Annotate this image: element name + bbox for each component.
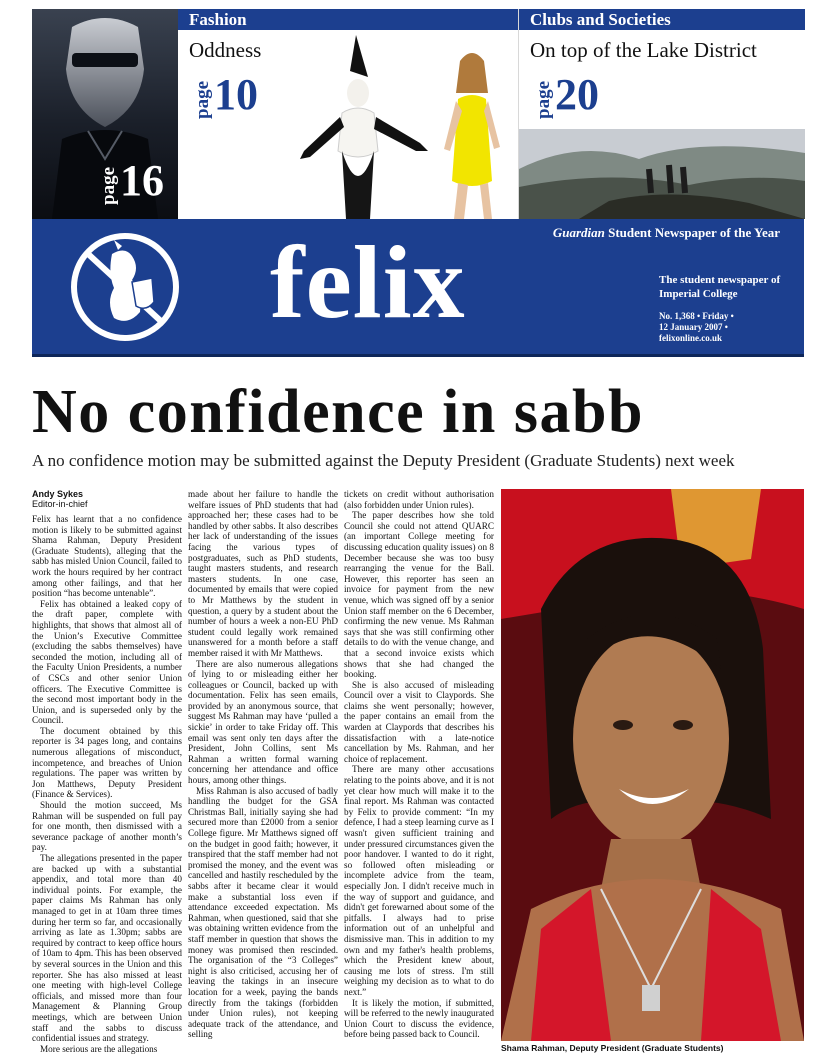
paragraph: There are many other accusations relating to the points above, and it is not yet clear how much will make it to the final report. Ms Rahman was contacted by Felix to provide comment: “In my defence, I had a steep learning curve as I wasn't given sufficient training and under pressured circumstances given the poor handover. I wanted to do it right, so followed often misleading or incomplete advice from the team, especially Jon. I didn't receive much in the way of support and guidance, and didn't get forewarned about some of the pitfalls. I always had to prise information out of an unhelpful and dismissive man. This in addition to my own and my father's health problems, which the President knew about, causing me lots of stress. I'm still weighing my decision as to what to do next.” — [344, 764, 494, 997]
paragraph: made about her failure to handle the welfare issues of PhD students that had approached her; these cases had to be handled by other sabbs. It also describes her lack of understanding of the issues facing the various types of postgraduates, such as PhD students, taught masters students, and research masters students. In one case, documented by emails that were copied to Mr Matthews by the student in question, a query by a student about the number of hours a week a non-EU PhD student could legally work remained unanswered for a month before a staff member raised it with Mr Matthews. — [188, 489, 338, 658]
byline — [32, 489, 182, 509]
page-word: page — [98, 167, 119, 205]
portrait-photo — [501, 489, 804, 1041]
paragraph: More serious are the allegations — [40, 1043, 158, 1054]
award-rest: Student Newspaper of the Year — [604, 225, 780, 240]
article-column-1 — [32, 514, 182, 1055]
award-line — [553, 225, 780, 241]
teaser-title-clubs: On top of the Lake District — [530, 38, 757, 62]
page-number: 16 — [120, 156, 164, 205]
issue-date: 12 January 2007 • — [659, 322, 728, 332]
section-label-fashion: Fashion — [178, 9, 518, 30]
article-column-2 — [188, 489, 338, 1055]
award-italic: Guardian — [552, 225, 605, 240]
cover-teaser-left[interactable] — [32, 9, 178, 219]
issue-number: No. 1,368 • Friday • — [659, 311, 734, 321]
page-number: 20 — [555, 70, 599, 119]
paragraph: There are also numerous allegations of lying to or misleading either her colleagues or Council, backed up with documentation. Felix has seen emails, provided by an anonymous source, that suggest Ms Rahman may have ‘pulled a sickie’ in order to take Friday off. This email was sent only ten days after the President, John Collins, sent Ms Rahman a written formal warning concerning her attendance and office hours, among other things. — [188, 658, 338, 786]
website-link[interactable]: felixonline.co.uk — [659, 333, 723, 343]
page-number: 10 — [214, 70, 258, 119]
cover-banner — [32, 9, 804, 219]
fashion-teaser[interactable] — [178, 9, 518, 219]
teaser-title-fashion: Oddness — [189, 38, 262, 62]
paragraph: It is likely the motion, if submitted, will be referred to the newly inaugurated Union Court to discuss the evidence, before being passed back to Council. — [344, 997, 494, 1040]
paragraph: Miss Rahman is also accused of badly handling the budget for the GSA Christmas Ball, initially saying she had secured more than £2000 from a senior College figure. Mr Matthews signed off on the budget in good faith; however, it transpired that the staff member had not promised the money, and the event was cancelled and hastily rescheduled by the sabbs after it became clear it would make a substantial loss even if attendance exceeded expectation. Ms Rahman, when questioned, said that she was obtaining written evidence from the staff member in question that shows the money was promised then rescinded. The organisation of the “3 Colleges” night is also criticised, accusing her of leaving the takings in an insecure location for a week, paying the bands directly from the takings (forbidden under Union rules), not keeping adequate track of the attendance, and selling — [188, 785, 338, 1040]
paragraph: The allegations presented in the paper are backed up with a substantial appendix, and total more than 40 individual points. For example, the paper claims Ms Rahman has only managed to get in at 10am three times during her term so far, and occasionally arriving as late as 1.30pm; sabbs are required by contract to keep office hours of 10am to 4pm. This has been observed by several sources in the Union and this reporter. She has also missed at least one meeting with high-level College officials, and missed more than four Management & Planning Group meetings, which are between Union staff and the sabbs to discuss confidential issues and strategy. — [32, 853, 182, 1044]
paragraph: Should the motion succeed, Ms Rahman will be suspended on full pay for one month, then dismissed with a severance package of another month’s pay. — [32, 800, 182, 853]
paragraph: tickets on credit without authorisation (also forbidden under Union rules). — [344, 489, 494, 510]
paragraph: The paper describes how she told Council she could not attend QUARC (an important College meeting for discussing education quality issues) on 8 December because she was too busy rearranging the venue for the Ball. However, this reporter has seen an invoice for payment from the new venue, which was signed off by a senior Union staff member on the 6 December, confirming the new venue. Ms Rahman says that she was still confirming other details to do with the venue change, and that a second invoice exists which shows that she had changed the booking. — [344, 510, 494, 680]
paragraph: Felix has learnt that a no confidence motion is likely to be submitted against Shama Rahman, Deputy President (Graduate Students), alleging that the sabb has misled Union Council, failed to work the hours required by her contract among other failings, and that her position “has become untenable”. — [32, 514, 182, 599]
photo-caption: Shama Rahman, Deputy President (Graduate Students) — [501, 1043, 724, 1053]
byline-role: Editor-in-chief — [32, 499, 88, 509]
headline: No confidence in sabb — [32, 378, 644, 446]
page-word: page — [192, 81, 213, 119]
lake-district-photo — [519, 129, 805, 219]
clubs-teaser[interactable] — [518, 9, 805, 219]
masthead-tagline: The student newspaper of Imperial College — [659, 274, 781, 300]
standfirst: A no confidence motion may be submitted against the Deputy President (Graduate Students) next week — [32, 451, 735, 470]
paragraph: Felix has obtained a leaked copy of the draft paper, complete with highlights, that shows that almost all of the Union’s Executive Committee (excluding the sabbs themselves) have seconded the motion, including all of the Faculty Union Presidents, a number of CSCs and other senior Union officers. The Executive Committee is the second most important body in the Union, and is superseded only by the Council. — [32, 598, 182, 726]
masthead — [32, 219, 804, 357]
fashion-models-illustration — [244, 31, 518, 219]
masthead-title: felix — [270, 225, 466, 340]
section-label-clubs: Clubs and Societies — [519, 9, 805, 30]
paragraph: The document obtained by this reporter is 34 pages long, and contains numerous allegations of misconduct, incompetence, and breaches of Union regulations. The paper was written by Jon Matthews, Deputy President (Finance & Services). — [32, 725, 182, 800]
article-column-3 — [344, 489, 494, 1055]
paragraph: She is also accused of misleading Council over a visit to Claypords. She claims she went personally; however, the paper contains an email from the warden at Claypords that describes his dissatisfaction with a late-notice cancellation by Ms. Rahman, and her choice of replacement. — [344, 679, 494, 764]
article-photo[interactable] — [501, 489, 804, 1041]
byline-author: Andy Sykes — [32, 489, 84, 499]
felix-cat-logo-icon — [70, 232, 180, 342]
issue-info — [659, 311, 799, 344]
page-word: page — [533, 81, 554, 119]
